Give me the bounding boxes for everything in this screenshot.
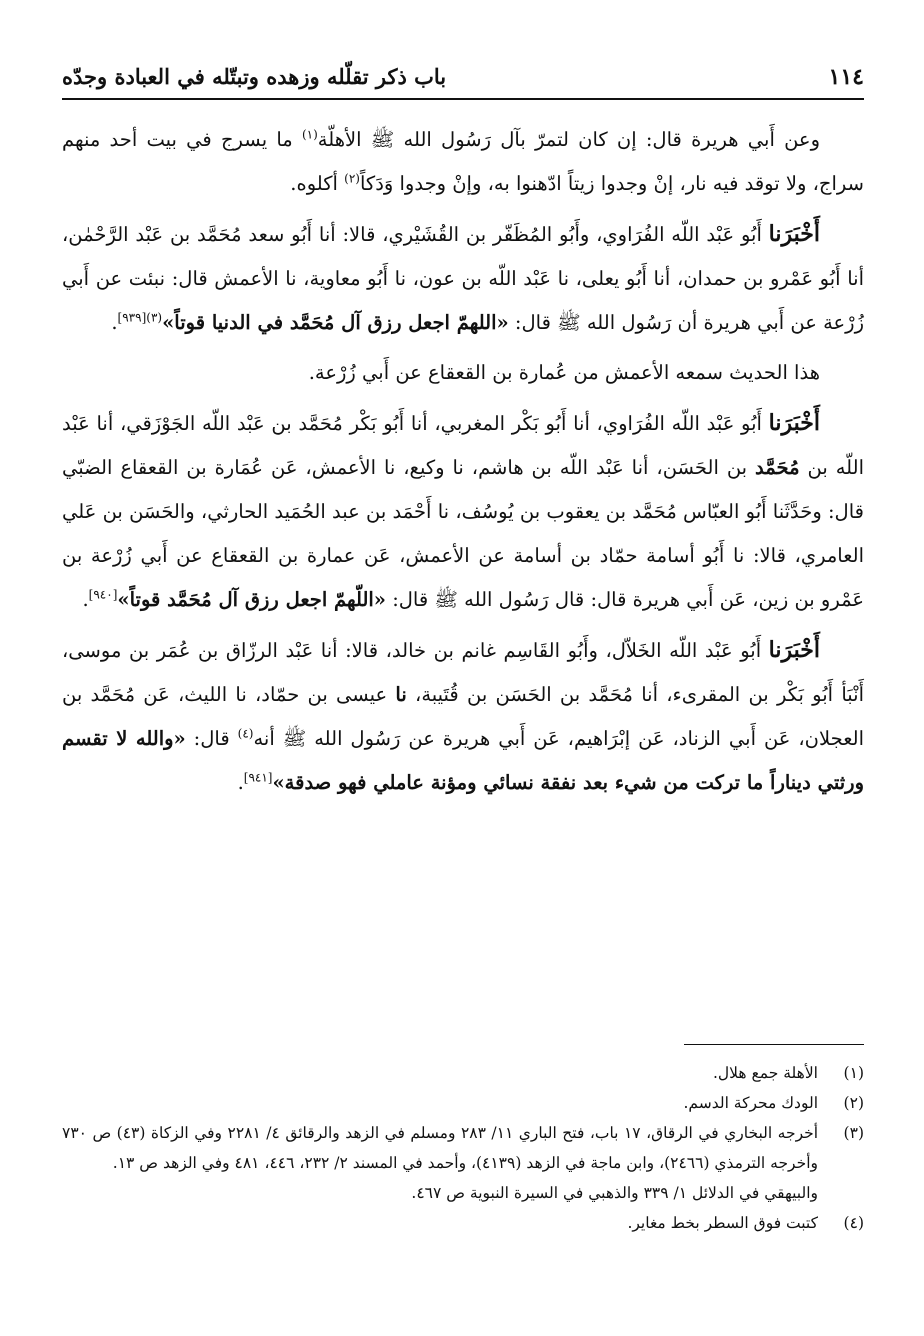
footnote-number: (٣): [843, 1124, 864, 1142]
isnad-lead-word: أَخْبَرَنا: [768, 221, 820, 247]
paragraph-text: أَبُو عَبْد اللّه الفُرَاوي، وأَبُو المُظَفّر بن القُشَيْري، قالا: أنا أَبُو سعد مُحَمَّد بن عَبْد الرَّحْمٰن، أنا أَبُو عَمْرو بن حمدان، أنا أَبُو يعلى، نا عَبْد اللّه بن عون، نا أَبُو معاوية، نا الأعمش قال: نبئت عن أَبي زُرْعة عن أَبي هريرة أن رَسُول الله ﷺ قال:: [62, 223, 864, 334]
footnote-number: (١): [843, 1064, 864, 1082]
paragraph-4: [62, 401, 864, 622]
footnote-text: أخرجه البخاري في الرقاق، ١٧ باب، فتح الباري ١١/ ٢٨٣ ومسلم في الزهد والرقائق ٤/ ٢٢٨١ وفي الزكاة (٤٣) ص ٧٣٠ وأخرجه الترمذي (٢٤٦٦)، وابن ماجة في الزهد (٤١٣٩)، وأحمد في المسند ٢/ ٢٣٢، ٤٤٦، ٤٨١ وفي الزهد ص ١٣.: [62, 1124, 819, 1172]
bold-word: نا: [395, 683, 407, 706]
footnote-number: (٢): [843, 1094, 864, 1112]
footnote-continuation: [62, 1178, 864, 1208]
isnad-lead-word: أَخْبَرَنا: [768, 410, 820, 436]
hadith-quote: «اللّهمّ اجعل رزق آل مُحَمَّد قوتاً»: [117, 588, 386, 611]
paragraph-text: وعن أَبي هريرة قال: إن كان لتمرّ بآل رَسُول الله ﷺ الأهلّة: [317, 128, 820, 151]
footnote-text: والبيهقي في الدلائل ١/ ٣٣٩ والذهبي في السيرة النبوية ص ٤٦٧.: [411, 1184, 818, 1202]
footnote-text: الودك محركة الدسم.: [683, 1094, 818, 1112]
hadith-quote: «اللهمّ اجعل رزق آل مُحَمَّد في الدنيا قوتاً»: [162, 311, 509, 334]
paragraph-text: قال:: [185, 727, 238, 750]
paragraph-text: بن الحَسَن، أنا عَبْد اللّه بن هاشم، نا وكيع، نا الأعمش، عَن عُمَارة بن القعقاع الضبّي قال: وحَدَّثَنا أَبُو العبّاس مُحَمَّد بن يعقوب بن يُوسُف، نا أَحْمَد بن عبد الحُمَيد الحارثي، والحَسَن بن عَلي العامري، قالا: نا أَبُو أسامة حمّاد بن أسامة عن الأعمش، عَن عمارة بن القعقاع عن أَبي زُرْعة بن عَمْرو بن زين، عَن أَبي هريرة قال: قال رَسُول الله ﷺ قال:: [62, 456, 864, 611]
main-text: [62, 118, 864, 805]
isnad-lead-word: أَخْبَرَنا: [768, 637, 820, 663]
footnote-ref: [٩٤١]: [243, 770, 273, 785]
footnote-separator: [684, 1044, 864, 1045]
header-rule: [62, 98, 864, 100]
paragraph-text: ما يسرج في بيت أحد منهم سراج، ولا توقد فيه نار، إنْ وجدوا زيتاً ادّهنوا به، وإنْ وجدوا وَدَكاً: [62, 128, 864, 195]
paragraph-2: [62, 212, 864, 345]
footnote-ref: (٤): [237, 726, 254, 741]
paragraph-text: .: [237, 771, 244, 794]
hadith-quote: «والله لا تقسم ورثتي ديناراً ما تركت من شيء بعد نفقة نسائي ومؤنة عاملي فهو صدقة»: [62, 727, 864, 794]
bold-name: مُحَمَّد: [755, 456, 800, 479]
footnote: [62, 1118, 864, 1178]
footnotes: [62, 1058, 864, 1238]
paragraph-text: .: [82, 588, 89, 611]
page-header: [62, 62, 864, 92]
paragraph-3: [62, 351, 864, 395]
footnote: [62, 1208, 864, 1238]
paragraph-1: [62, 118, 864, 206]
paragraph-text: أكلوه.: [290, 172, 345, 195]
footnote-ref: [٩٤٠]: [88, 587, 118, 602]
running-title: باب ذكر تقلّله وزهده وتبتّله في العبادة وجدّه: [62, 64, 447, 89]
footnote: [62, 1058, 864, 1088]
footnote-ref: (٢): [344, 171, 360, 186]
footnote-ref: (٣)[٩٣٩]: [117, 310, 163, 325]
paragraph-5: [62, 628, 864, 805]
paragraph-text: عيسى بن حمّاد، نا الليث، عَن مُحَمَّد بن العجلان، عَن أَبي الزناد، عَن إبْرَاهيم، عَن أَبي هريرة عن رَسُول الله ﷺ أنه: [62, 683, 864, 750]
footnote: [62, 1088, 864, 1118]
footnote-text: الأهلة جمع هلال.: [712, 1064, 818, 1082]
paragraph-text: .: [111, 311, 118, 334]
footnote-text: كتبت فوق السطر بخط مغاير.: [627, 1214, 818, 1232]
paragraph-text: أَبُو عَبْد اللّه الفُرَاوي، أنا أَبُو بَكْر المغربي، أنا أَبُو بَكْر مُحَمَّد بن عَبْد اللّه الجَوْزَقي، أنا عَبْد اللّه بن: [62, 412, 864, 479]
paragraph-text: هذا الحديث سمعه الأعمش من عُمارة بن القعقاع عن أَبي زُرْعة.: [308, 361, 820, 384]
footnote-number: (٤): [843, 1214, 864, 1232]
paragraph-text: أَبُو عَبْد اللّه الخَلاّل، وأَبُو القَاسِم غانم بن خالد، قالا: أنا عَبْد الرزّاق بن عُمَر بن موسى، أَنْبَأ أَبُو بَكْر بن المقرىء، أنا مُحَمَّد بن الحَسَن بن قُتَيبة،: [62, 639, 864, 706]
footnote-ref: (١): [301, 127, 318, 142]
footnote-number: [818, 1178, 864, 1208]
page-number: ١١٤: [828, 64, 864, 90]
